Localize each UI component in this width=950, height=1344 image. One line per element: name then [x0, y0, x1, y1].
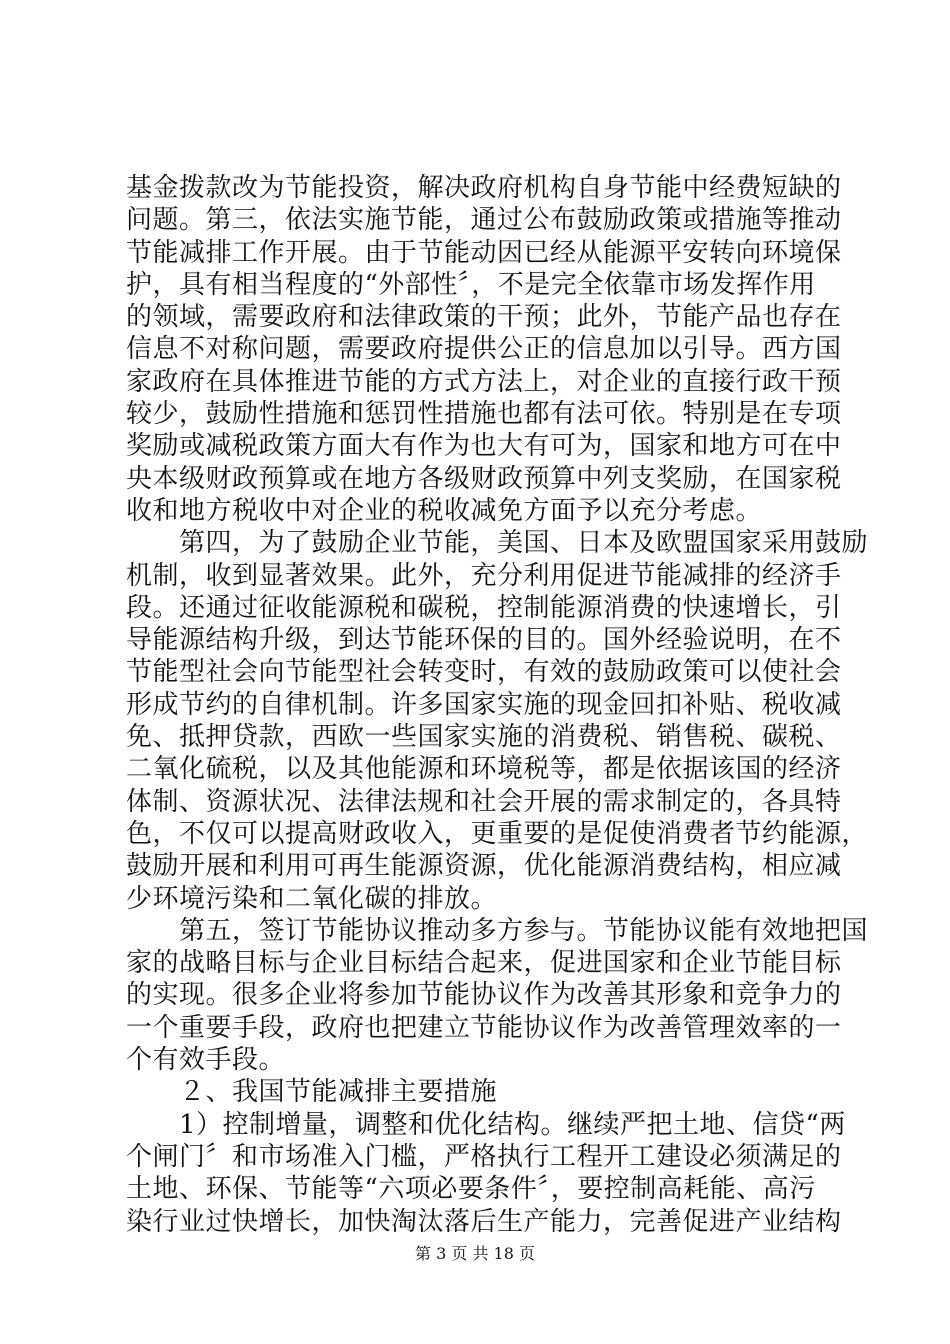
text-line: 奖励或减税政策方面大有作为也大有可为，国家和地方可在中: [126, 431, 842, 462]
text-line: 的实现。很多企业将参加节能协议作为改善其形象和竞争力的: [126, 980, 842, 1011]
text-line: 问题。第三，依法实施节能，通过公布鼓励政策或措施等推动: [126, 205, 842, 236]
text-line: 体制、资源状况、法律法规和社会开展的需求制定的，各具特: [126, 786, 842, 817]
text-line: 第四，为了鼓励企业节能，美国、日本及欧盟国家采用鼓励: [126, 528, 869, 559]
text-line: 家的战略目标与企业目标结合起来，促进国家和企业节能目标: [126, 948, 842, 979]
text-line: 导能源结构升级，到达节能环保的目的。国外经验说明，在不: [126, 625, 842, 656]
text-line: 个有效手段。: [126, 1045, 286, 1076]
text-line: 土地、环保、节能等“六项必要条件〞，要控制高耗能、高污: [126, 1174, 816, 1205]
text-line: 信息不对称问题，需要政府提供公正的信息加以引导。西方国: [126, 334, 842, 365]
text-line: 个闸门〞和市场准入门槛，严格执行工程开工建设必须满足的: [126, 1141, 842, 1172]
text-line: 段。还通过征收能源税和碳税，控制能源消费的快速增长，引: [126, 592, 842, 623]
text-line: 免、抵押贷款，西欧一些国家实施的消费税、销售税、碳税、: [126, 722, 842, 753]
text-line: 节能减排工作开展。由于节能动因已经从能源平安转向环境保: [126, 237, 842, 268]
text-line: 央本级财政预算或在地方各级财政预算中列支奖励，在国家税: [126, 463, 842, 494]
text-line: 少环境污染和二氧化碳的排放。: [126, 883, 498, 914]
text-line: 基金拨款改为节能投资，解决政府机构自身节能中经费短缺的: [126, 173, 842, 203]
text-line: ２、我国节能减排主要措施: [126, 1077, 498, 1108]
text-line: 家政府在具体推进节能的方式方法上，对企业的直接行政干预: [126, 366, 842, 397]
text-line: 收和地方税收中对企业的税收减免方面予以充分考虑。: [126, 495, 763, 526]
text-line: 护，具有相当程度的“外部性〞，不是完全依靠市场发挥作用: [126, 269, 816, 300]
text-line: 节能型社会向节能型社会转变时，有效的鼓励政策可以使社会: [126, 657, 842, 688]
text-line: 的领域，需要政府和法律政策的干预；此外，节能产品也存在: [126, 302, 842, 333]
text-line: 第五，签订节能协议推动多方参与。节能协议能有效地把国: [126, 915, 869, 946]
text-line: 染行业过快增长，加快淘汰落后生产能力，完善促进产业结构: [126, 1206, 842, 1237]
text-line: 1）控制增量，调整和优化结构。继续严把土地、信贷“两: [126, 1109, 846, 1140]
text-line: 形成节约的自律机制。许多国家实施的现金回扣补贴、税收减: [126, 689, 842, 720]
text-line: 色，不仅可以提高财政收入，更重要的是促使消费者节约能源，: [126, 818, 869, 849]
text-line: 较少，鼓励性措施和惩罚性措施也都有法可依。特别是在专项: [126, 399, 842, 430]
text-line: 机制，收到显著效果。此外，充分利用促进节能减排的经济手: [126, 560, 842, 591]
text-line: 一个重要手段，政府也把建立节能协议作为改善管理效率的一: [126, 1012, 842, 1043]
text-line: 鼓励开展和利用可再生能源资源，优化能源消费结构，相应减: [126, 851, 842, 882]
body-text: [126, 172, 869, 1238]
page-footer: 第 3 页 共 18 页: [415, 1244, 535, 1263]
text-line: 二氧化硫税，以及其他能源和环境税等，都是依据该国的经济: [126, 754, 842, 785]
